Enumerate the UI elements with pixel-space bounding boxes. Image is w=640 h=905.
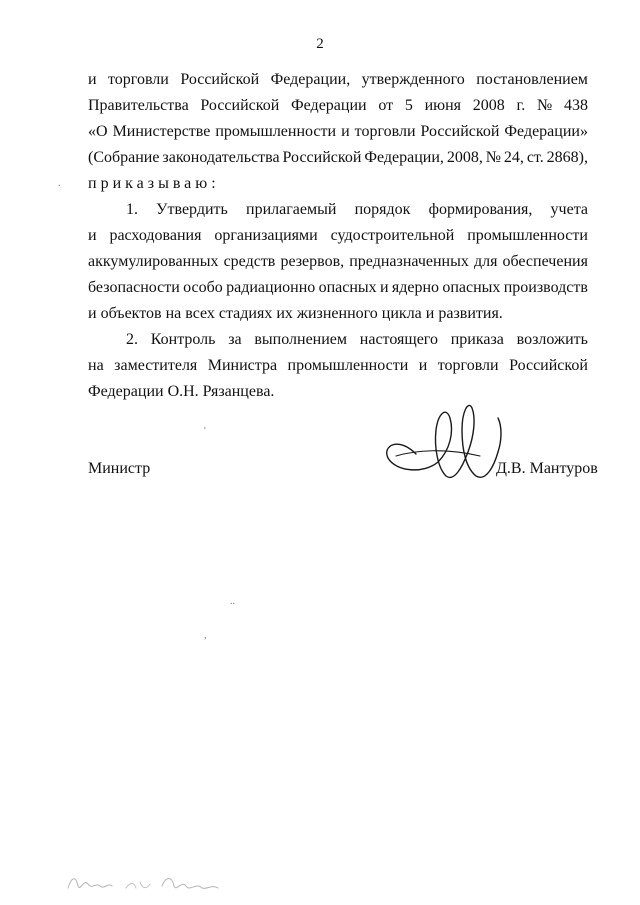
word: приказа (450, 331, 504, 348)
text-line-12 (88, 356, 588, 376)
word: 5 (404, 97, 413, 114)
stray-faint-mark: .. (230, 596, 235, 607)
text-line-4 (88, 148, 588, 168)
word: и (418, 357, 428, 374)
word: и (88, 227, 97, 244)
word: № (485, 149, 501, 166)
word: учета (550, 201, 588, 218)
word: 1. (126, 201, 138, 218)
word: от (378, 97, 394, 114)
word: «О (88, 123, 108, 140)
text-line-8 (88, 252, 588, 272)
word: выполнением (254, 331, 348, 348)
word: прилагаемый (246, 201, 337, 218)
text-line-10: и объектов на всех стадиях их жизненного цикла и развития. (88, 305, 503, 322)
word: 24, (503, 149, 524, 166)
word: опасных (318, 279, 377, 296)
minister-title: Министр (88, 460, 151, 477)
word: 438 (563, 97, 588, 114)
word: постановлением (476, 71, 588, 88)
word: г. (516, 97, 526, 114)
word: торговли (108, 71, 169, 88)
word: утвержденного (361, 71, 465, 88)
stray-tick-mark: ' (204, 426, 206, 437)
text-line-2 (88, 96, 588, 116)
word: промышленности (467, 227, 588, 244)
faint-handwritten-note (64, 868, 224, 896)
word: радиационно (226, 279, 316, 296)
text-line-11 (126, 330, 588, 350)
word: Министра (207, 357, 278, 374)
text-line-13: Федерации О.Н. Рязанцева. (88, 383, 275, 400)
word: и (379, 279, 389, 296)
word: Федерации, (270, 71, 351, 88)
word: для (473, 253, 498, 270)
word: настоящего (359, 331, 438, 348)
word: аккумулированных (88, 253, 219, 270)
word: за (228, 331, 242, 348)
word: 2008 (472, 97, 505, 114)
minister-name: Д.В. Мантуров (496, 460, 598, 477)
text-line-7 (88, 226, 588, 246)
word: Правительства (88, 97, 189, 114)
word: порядок (354, 201, 411, 218)
word: Российской (282, 149, 362, 166)
word: и (341, 123, 350, 140)
text-line-6 (126, 200, 588, 220)
word: заместителя (114, 357, 198, 374)
word: Российской (420, 123, 500, 140)
word: законодательства (162, 149, 280, 166)
word: № (536, 97, 553, 114)
word: расходования (109, 227, 202, 244)
word: торговли (354, 123, 416, 140)
word: Федерации, (364, 149, 444, 166)
word: промышленности (215, 123, 337, 140)
word: средств (223, 253, 276, 270)
word: резервов, (280, 253, 345, 270)
page-number: 2 (316, 36, 324, 52)
word: торговли (437, 357, 499, 374)
word: промышленности (287, 357, 409, 374)
text-line-1 (88, 70, 588, 90)
word: Утвердить (156, 201, 228, 218)
word: июня (424, 97, 461, 114)
word: особо (183, 279, 223, 296)
word: возложить (516, 331, 588, 348)
word: Контроль (150, 331, 216, 348)
word: 2. (126, 331, 138, 348)
word: формирования, (428, 201, 533, 218)
word: производств (503, 279, 588, 296)
word: Министерстве (112, 123, 211, 140)
word: на (88, 357, 104, 374)
stray-dot-mark: . (58, 178, 61, 189)
word: Российской (180, 71, 260, 88)
word: Федерации (291, 97, 367, 114)
word: Российской (509, 357, 588, 374)
word: Федерации» (504, 123, 588, 140)
word: ядерно (391, 279, 440, 296)
word: опасных (442, 279, 501, 296)
word: безопасности (88, 279, 180, 296)
word: обеспечения (502, 253, 588, 270)
stray-comma-mark: , (204, 630, 207, 641)
order-word: приказываю: (88, 175, 220, 192)
word: ст. (526, 149, 544, 166)
word: организациями (214, 227, 318, 244)
word: и (88, 71, 97, 88)
text-line-3 (88, 122, 588, 142)
word: (Собрание (88, 149, 160, 166)
text-line-9 (88, 278, 588, 298)
word: Российской (200, 97, 280, 114)
word: 2008, (446, 149, 483, 166)
word: судостроительной (330, 227, 455, 244)
word: предназначенных (349, 253, 469, 270)
word: 2868), (546, 149, 588, 166)
